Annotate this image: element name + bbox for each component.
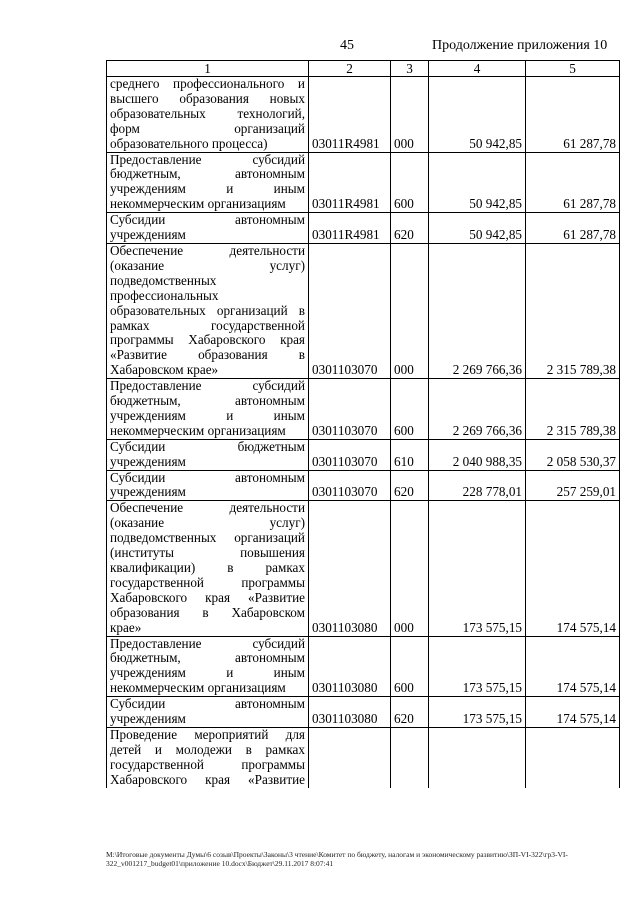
- target-article-code: 0301103070: [309, 470, 391, 501]
- table-row: [107, 77, 620, 153]
- description-line: учреждениям: [110, 453, 186, 469]
- amount-2018: [429, 727, 526, 787]
- expense-type-code: 000: [391, 501, 429, 636]
- column-header: 4: [429, 61, 526, 77]
- description-line: Предоставление субсидий: [110, 378, 305, 394]
- column-header: 5: [526, 61, 620, 77]
- amount-2018: 2 040 988,35: [429, 439, 526, 470]
- row-description: [107, 213, 309, 244]
- description-line: среднего профессионального и: [110, 76, 305, 91]
- description-line: учреждениям и иным: [110, 407, 305, 423]
- description-line: учреждениям и иным: [110, 181, 305, 197]
- description-line: учреждениям: [110, 484, 186, 500]
- table-row: [107, 636, 620, 697]
- description-line: некоммерческим организациям: [110, 680, 286, 696]
- description-line: подведомственных: [110, 272, 217, 288]
- description-line: (оказание услуг): [110, 515, 305, 531]
- table-row: [107, 727, 620, 787]
- row-description: [107, 636, 309, 697]
- description-line: крае»: [110, 619, 142, 635]
- amount-2019: 174 575,14: [526, 501, 620, 636]
- target-article-code: 0301103080: [309, 636, 391, 697]
- expense-type-code: 620: [391, 470, 429, 501]
- description-line: программы Хабаровского края: [110, 332, 305, 348]
- table-row: [107, 439, 620, 470]
- expense-type-code: 600: [391, 636, 429, 697]
- amount-2018: 2 269 766,36: [429, 379, 526, 440]
- amount-2019: 61 287,78: [526, 77, 620, 153]
- row-description: [107, 439, 309, 470]
- description-line: Проведение мероприятий для: [110, 726, 305, 742]
- description-line: образовательных технологий,: [110, 105, 305, 121]
- row-description: [107, 501, 309, 636]
- expense-type-code: 600: [391, 379, 429, 440]
- target-article-code: 03011R4981: [309, 77, 391, 153]
- amount-2018: 50 942,85: [429, 77, 526, 153]
- expense-type-code: 620: [391, 697, 429, 728]
- target-article-code: [309, 727, 391, 787]
- description-line: государственной программы: [110, 756, 305, 772]
- description-line: Обеспечение деятельности: [110, 242, 305, 258]
- amount-2018: 173 575,15: [429, 501, 526, 636]
- description-line: некоммерческим организациям: [110, 196, 286, 212]
- amount-2019: 257 259,01: [526, 470, 620, 501]
- description-line: некоммерческим организациям: [110, 422, 286, 438]
- description-line: государственной программы: [110, 574, 305, 590]
- amount-2019: 2 315 789,38: [526, 379, 620, 440]
- row-description: [107, 243, 309, 378]
- expense-type-code: 610: [391, 439, 429, 470]
- amount-2019: 174 575,14: [526, 636, 620, 697]
- row-description: [107, 470, 309, 501]
- amount-2019: 61 287,78: [526, 213, 620, 244]
- continuation-title: Продолжение приложения 10: [432, 38, 608, 53]
- row-description: [107, 727, 309, 787]
- row-description: [107, 77, 309, 153]
- table-row: [107, 379, 620, 440]
- description-line: детей и молодежи в рамках: [110, 741, 305, 757]
- target-article-code: 03011R4981: [309, 213, 391, 244]
- description-line: профессиональных: [110, 287, 219, 303]
- description-line: Субсидии автономным: [110, 469, 305, 485]
- description-line: учреждениям: [110, 711, 186, 727]
- expense-type-code: 000: [391, 243, 429, 378]
- description-line: форм организаций: [110, 120, 305, 136]
- description-line: бюджетным, автономным: [110, 393, 305, 409]
- table-row: [107, 697, 620, 728]
- target-article-code: 03011R4981: [309, 152, 391, 213]
- column-header: 1: [107, 61, 309, 77]
- amount-2018: 50 942,85: [429, 152, 526, 213]
- page-number: 45: [340, 38, 354, 53]
- description-line: (институты повышения: [110, 545, 305, 561]
- row-description: [107, 697, 309, 728]
- table-row: [107, 470, 620, 501]
- expense-type-code: [391, 727, 429, 787]
- description-line: учреждениям: [110, 227, 186, 243]
- description-line: рамках государственной: [110, 317, 305, 333]
- table-row: [107, 501, 620, 636]
- description-line: (оказание услуг): [110, 257, 305, 273]
- row-description: [107, 379, 309, 440]
- description-line: Субсидии автономным: [110, 212, 305, 228]
- column-header: 3: [391, 61, 429, 77]
- table-body: [107, 77, 620, 788]
- description-line: Субсидии бюджетным: [110, 438, 305, 454]
- description-line: образовательного процесса): [110, 135, 268, 151]
- description-line: Хабаровского края «Развитие: [110, 589, 305, 605]
- amount-2019: 174 575,14: [526, 697, 620, 728]
- target-article-code: 0301103070: [309, 379, 391, 440]
- table-row: [107, 152, 620, 213]
- amount-2018: 50 942,85: [429, 213, 526, 244]
- description-line: Предоставление субсидий: [110, 635, 305, 651]
- amount-2019: 61 287,78: [526, 152, 620, 213]
- file-path-footer: М:\Итоговые документы Думы\6 созыв\Проекты\Законы\3 чтение\Комитет по бюджету, налогам и экономическому развитию\ЗП-VI-322\гр3-VI-322_v001217_budget01\приложение 10.docx\Бюджет\29.11.2017 8:07:41: [106, 850, 568, 868]
- expense-type-code: 000: [391, 77, 429, 153]
- description-line: бюджетным, автономным: [110, 166, 305, 182]
- expense-type-code: 600: [391, 152, 429, 213]
- expense-type-code: 620: [391, 213, 429, 244]
- amount-2019: 2 058 530,37: [526, 439, 620, 470]
- target-article-code: 0301103070: [309, 243, 391, 378]
- description-line: образовательных организаций в: [110, 302, 305, 318]
- table-row: [107, 243, 620, 378]
- amount-2018: 173 575,15: [429, 636, 526, 697]
- amount-2018: 228 778,01: [429, 470, 526, 501]
- description-line: Субсидии автономным: [110, 696, 305, 712]
- description-line: Хабаровском крае»: [110, 362, 219, 378]
- description-line: Хабаровского края «Развитие: [110, 771, 305, 787]
- description-line: подведомственных организаций: [110, 530, 305, 546]
- amount-2018: 173 575,15: [429, 697, 526, 728]
- description-line: образования в Хабаровском: [110, 604, 305, 620]
- target-article-code: 0301103070: [309, 439, 391, 470]
- description-line: учреждениям и иным: [110, 665, 305, 681]
- table-row: [107, 213, 620, 244]
- description-line: Обеспечение деятельности: [110, 500, 305, 516]
- amount-2019: 2 315 789,38: [526, 243, 620, 378]
- column-header: 2: [309, 61, 391, 77]
- budget-table: [106, 60, 620, 788]
- row-description: [107, 152, 309, 213]
- description-line: «Развитие образования в: [110, 347, 305, 363]
- target-article-code: 0301103080: [309, 501, 391, 636]
- description-line: Предоставление субсидий: [110, 151, 305, 167]
- description-line: высшего образования новых: [110, 90, 305, 106]
- column-number-row: [107, 61, 620, 77]
- amount-2019: [526, 727, 620, 787]
- description-line: бюджетным, автономным: [110, 650, 305, 666]
- description-line: квалификации) в рамках: [110, 560, 305, 575]
- amount-2018: 2 269 766,36: [429, 243, 526, 378]
- target-article-code: 0301103080: [309, 697, 391, 728]
